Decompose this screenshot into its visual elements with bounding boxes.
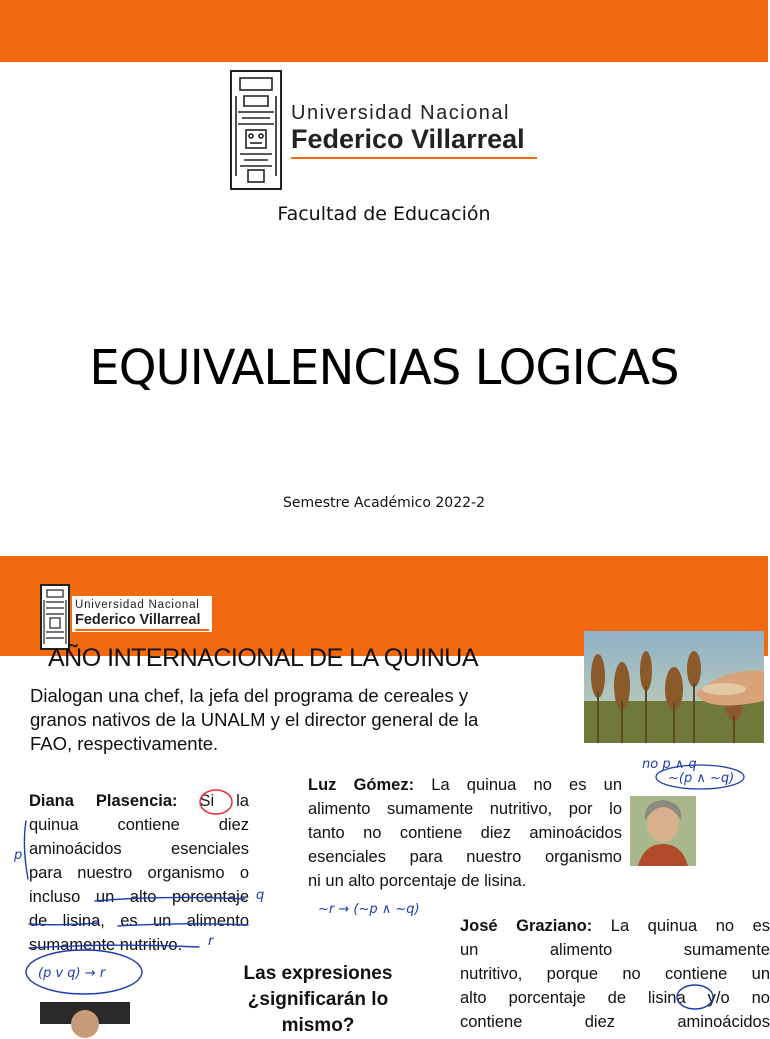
- diana-line: aminoácidos esenciales: [29, 840, 249, 858]
- faculty-name: Facultad de Educación: [277, 203, 491, 225]
- diana-line: quinua contiene diez: [29, 816, 249, 834]
- diana-formula: (p v q) → r: [38, 966, 106, 981]
- luz-line: La quinua no es un: [431, 776, 623, 794]
- university-name-line2: Federico Villarreal: [291, 124, 525, 154]
- r-mark: r: [208, 934, 214, 949]
- university-name-line1: Universidad Nacional: [291, 102, 510, 124]
- es-un-alimento-underline: [118, 924, 248, 926]
- yo-circle: [677, 985, 713, 1009]
- jose-line: contiene diez aminoácidos: [460, 1013, 770, 1031]
- intro-line: Dialogan una chef, la jefa del programa de cereales y: [30, 685, 469, 706]
- top-orange-bar: [0, 0, 768, 62]
- jose-name: José Graziano:: [460, 917, 593, 935]
- diana-name: Diana Plasencia:: [29, 792, 178, 810]
- small-university-name-line1: Universidad Nacional: [75, 599, 200, 611]
- diana-line: sumamente nutritivo.: [29, 936, 183, 954]
- top-formula: ~(p ∧ ~q): [668, 771, 735, 786]
- university-underline: [291, 157, 537, 159]
- q-underline: [95, 897, 245, 901]
- luz-line: tanto no contiene diez aminoácidos: [308, 824, 622, 842]
- top-note: no p ∧ q: [642, 757, 697, 772]
- slide2-banner: AÑO INTERNACIONAL DE LA QUINUA: [48, 644, 478, 672]
- question-line: Las expresiones: [243, 963, 393, 984]
- intro-line: granos nativos de la UNALM y el director general de la: [30, 709, 479, 730]
- luz-line: alimento sumamente nutritivo, por lo: [308, 800, 622, 818]
- diana-line: para nuestro organismo o: [29, 864, 249, 882]
- diana-line: incluso un alto porcentaje: [29, 888, 249, 906]
- small-university-name-line2: Federico Villarreal: [75, 612, 201, 628]
- diana-bracket-mark: [24, 821, 28, 879]
- semester-label: Semestre Académico 2022-2: [283, 495, 485, 511]
- luz-line: ni un alto porcentaje de lisina.: [308, 872, 527, 890]
- jose-line: La quinua no es: [610, 917, 770, 935]
- lisina-underline: [29, 923, 99, 925]
- luz-formula: ~r → (~p ∧ ~q): [318, 902, 420, 917]
- diana-line: de lisina, es un alimento: [29, 912, 249, 930]
- intro-line: FAO, respectivamente.: [30, 733, 219, 754]
- university-crest-icon: [230, 70, 282, 190]
- nutritivo-underline: [29, 945, 199, 948]
- handwriting-overlay: [0, 556, 768, 1024]
- jose-line: un alimento sumamente: [460, 941, 770, 959]
- question-line: ¿significarán lo: [247, 989, 389, 1010]
- luz-line: esenciales para nuestro organismo: [308, 848, 622, 866]
- jose-line: alto porcentaje de lisina y/o no: [460, 989, 770, 1007]
- slide-title: EQUIVALENCIAS LOGICAS: [89, 340, 679, 396]
- si-red-circle: [200, 790, 232, 814]
- jose-line: nutritivo, porque no contiene un: [460, 965, 770, 983]
- diana-line: Si la: [199, 792, 249, 810]
- q-mark: q: [256, 888, 265, 903]
- quinua-slide: [0, 556, 770, 1036]
- luz-name: Luz Gómez:: [308, 776, 415, 794]
- p-mark: p: [14, 848, 23, 863]
- question-line: mismo?: [281, 1015, 355, 1036]
